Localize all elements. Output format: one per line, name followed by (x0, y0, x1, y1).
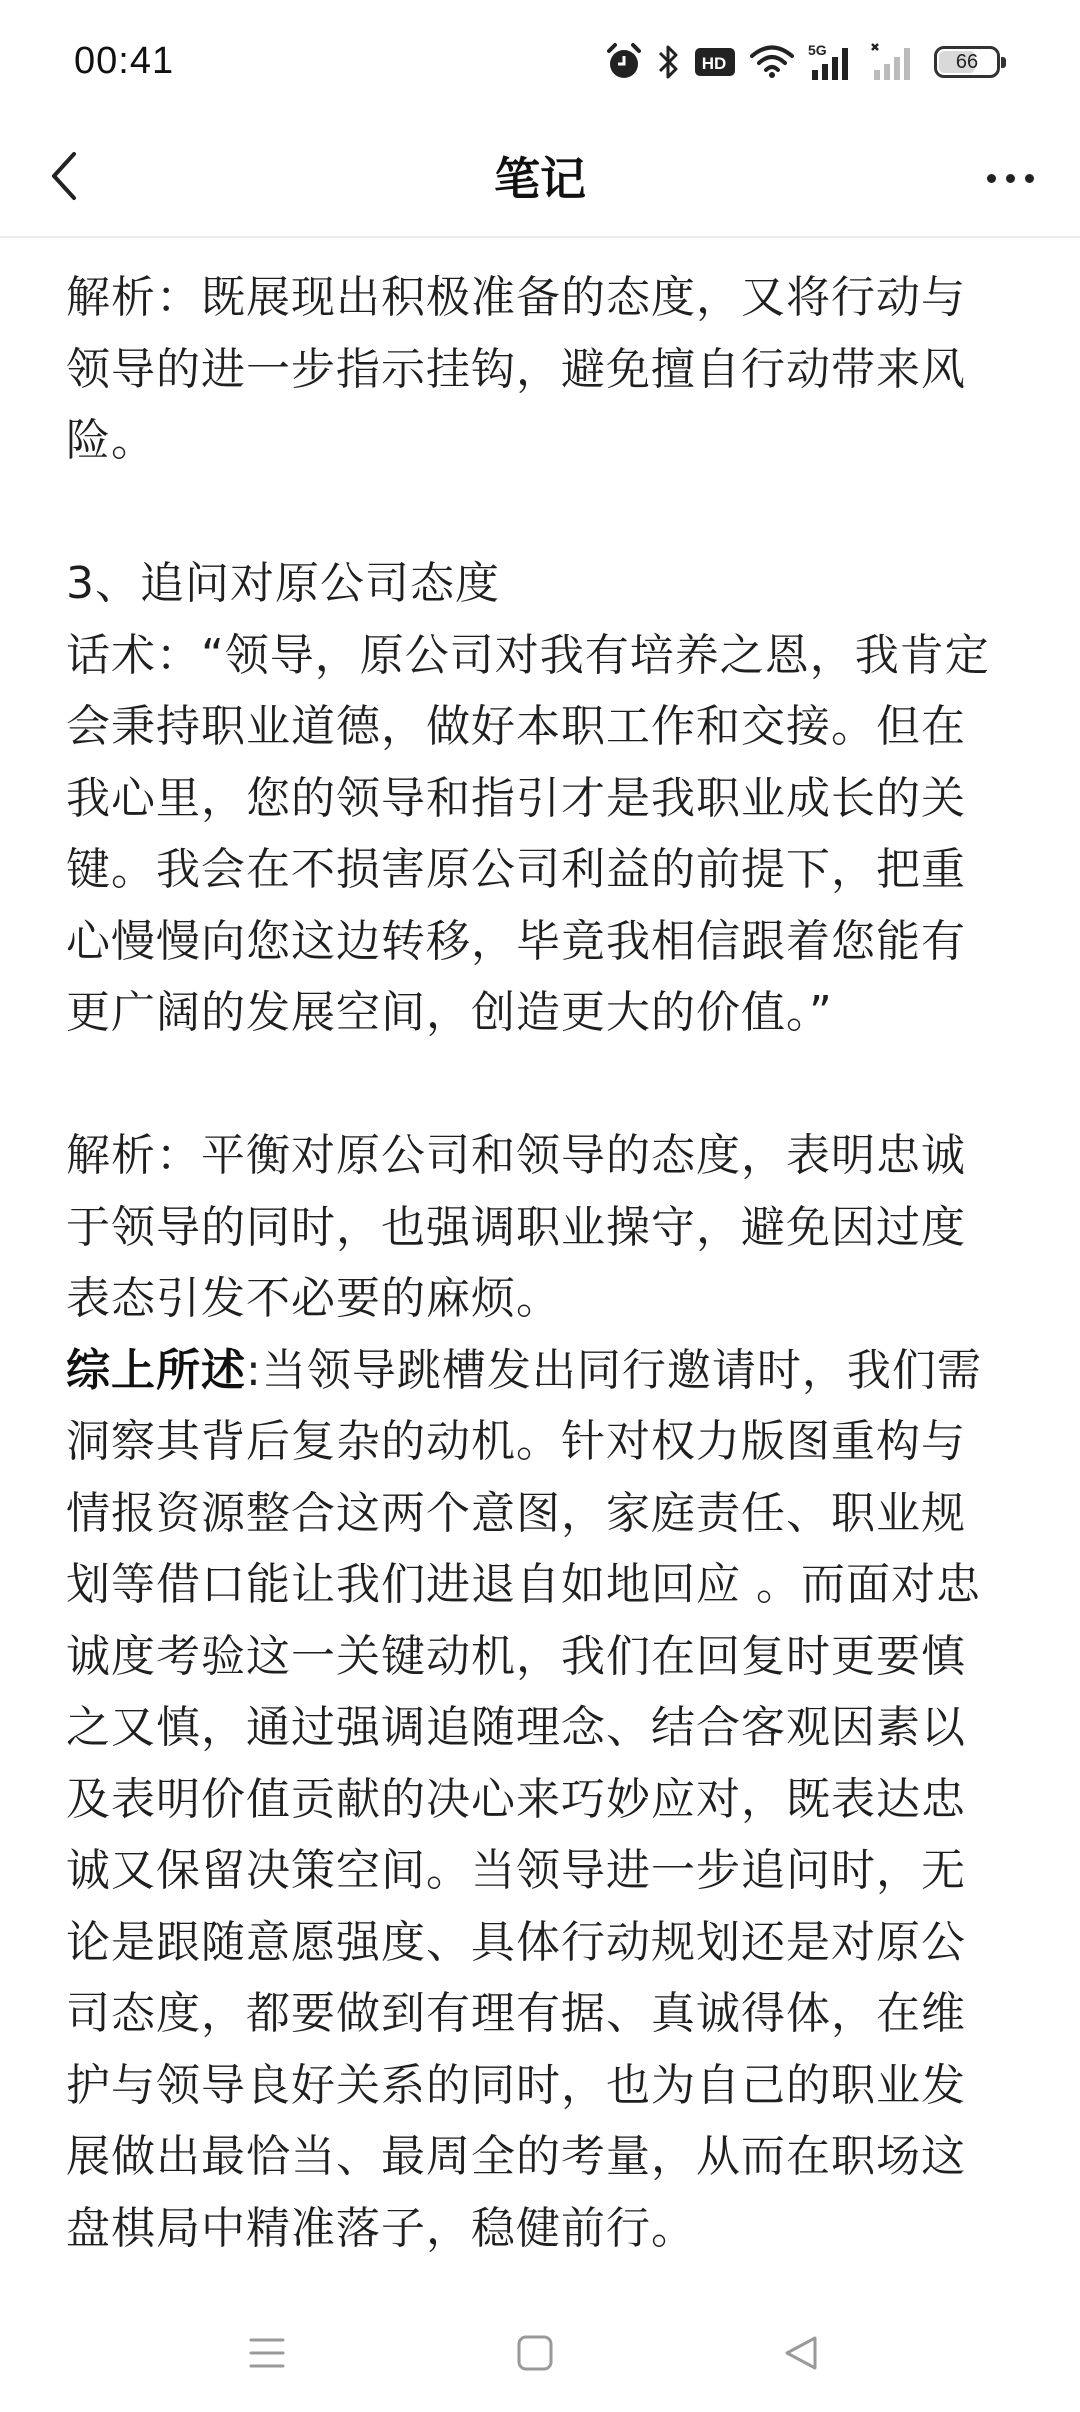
app-header (0, 120, 1080, 238)
summary-text: :当领导跳槽发出同行邀请时，我们需洞察其背后复杂的动机。针对权力版图重构与情报资源整合这两个意图，家庭责任、职业规划等借口能让我们进退自如地回应 。而面对忠诚度考验这一关键动机，我们在回复时更要慎之又慎，通过强调追随理念、结合客观因素以及表明价值贡献的决心来巧妙应对，既表达忠诚又保留决策空间。当领导进一步追问时，无论是跟随意愿强度、具体行动规划还是对原公司态度，都要做到有理有据、真诚得体，在维护与领导良好关系的同时，也为自己的职业发展做出最恰当、最周全的考量，从而在职场这盘棋局中精准落子，稳健前行。 (66, 1344, 982, 2254)
bluetooth-icon (656, 43, 680, 81)
note-paragraph: 话术：“领导，原公司对我有培养之恩，我肯定会秉持职业道德，做好本职工作和交接。但在我心里，您的领导和指引才是我职业成长的关键。我会在不损害原公司利益的前提下，把重心慢慢向您这边转移，毕竟我相信跟着您能有更广阔的发展空间，创造更大的价值。” (66, 629, 990, 1038)
nav-back-button[interactable] (766, 2320, 836, 2390)
status-time: 00:41 (74, 40, 175, 82)
more-options-button[interactable] (970, 144, 1050, 212)
battery-icon (934, 46, 1000, 78)
blank-line (66, 1049, 1010, 1121)
note-content[interactable] (66, 262, 1010, 2264)
status-bar (0, 0, 1080, 120)
battery-level: 66 (955, 50, 979, 73)
cellular-5g-icon (808, 42, 856, 82)
wifi-icon (750, 45, 794, 79)
note-summary (66, 1335, 1010, 2265)
svg-text:HD: HD (701, 54, 727, 73)
more-dot (1006, 174, 1015, 183)
nav-menu-button[interactable] (232, 2320, 302, 2390)
hd-icon (694, 47, 736, 77)
blank-line (66, 477, 1010, 549)
menu-icon (247, 2335, 287, 2375)
more-dot (1025, 174, 1034, 183)
cellular-no-signal-icon (870, 42, 914, 82)
note-heading: 3、追问对原公司态度 (66, 558, 500, 609)
home-icon (516, 2334, 554, 2376)
nav-home-button[interactable] (500, 2320, 570, 2390)
back-triangle-icon (783, 2334, 819, 2376)
status-icons (606, 38, 1000, 86)
page-title: 笔记 (494, 152, 586, 206)
network-label: 5G (808, 42, 827, 58)
note-paragraph: 解析：既展现出积极准备的态度，又将行动与领导的进一步指示挂钩，避免擅自行动带来风险。 (66, 272, 966, 466)
summary-label: 综上所述 (66, 1344, 246, 1396)
alarm-icon (606, 42, 642, 82)
note-paragraph: 解析：平衡对原公司和领导的态度，表明忠诚于领导的同时，也强调职业操守，避免因过度表态引发不必要的麻烦。 (66, 1130, 966, 1324)
more-dots-icon (987, 174, 996, 183)
system-nav-bar (0, 2292, 1080, 2412)
